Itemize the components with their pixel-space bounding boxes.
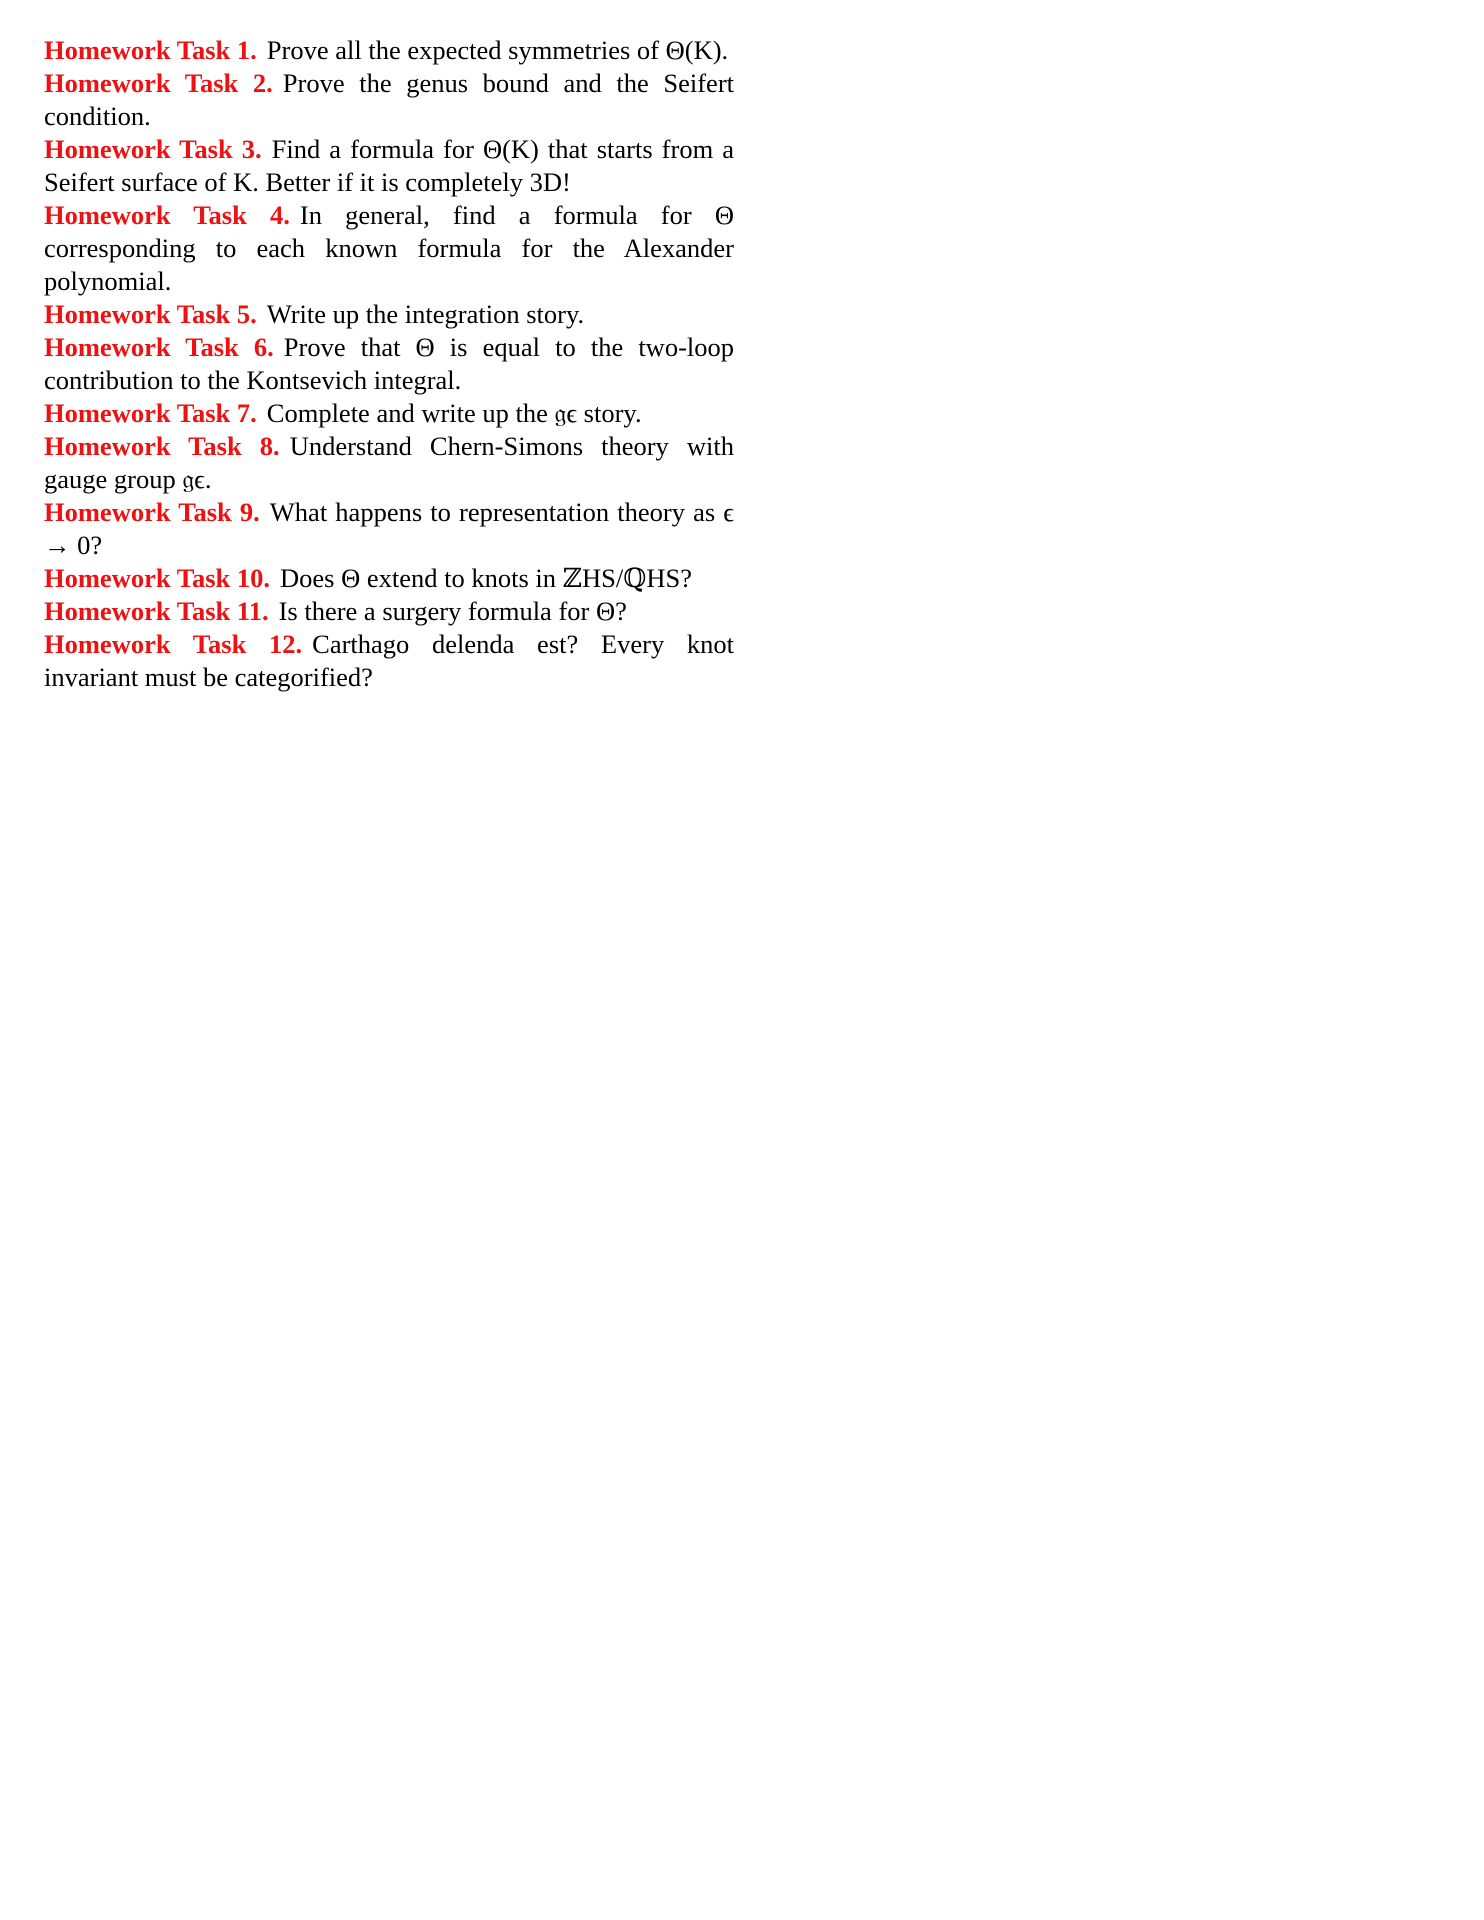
task-text: Does Θ extend to knots in ℤHS/ℚHS? bbox=[280, 563, 692, 593]
homework-task-10 bbox=[44, 562, 734, 595]
homework-task-11 bbox=[44, 595, 734, 628]
task-text: Is there a surgery formula for Θ? bbox=[278, 596, 627, 626]
task-text: What happens to representation theory as ϵ → 0? bbox=[44, 497, 735, 560]
task-label: Homework Task 1. bbox=[44, 35, 257, 65]
task-text: Complete and write up the 𝔤ϵ story. bbox=[266, 398, 642, 428]
task-label: Homework Task 8. bbox=[44, 431, 280, 461]
task-label: Homework Task 6. bbox=[44, 332, 274, 362]
homework-task-8 bbox=[44, 430, 734, 496]
task-text: Carthago delenda est? Every knot invariant must be categorified? bbox=[44, 629, 735, 692]
task-label: Homework Task 9. bbox=[44, 497, 260, 527]
task-label: Homework Task 5. bbox=[44, 299, 257, 329]
homework-task-5 bbox=[44, 298, 734, 331]
task-label: Homework Task 2. bbox=[44, 68, 273, 98]
homework-task-6 bbox=[44, 331, 734, 397]
task-label: Homework Task 10. bbox=[44, 563, 271, 593]
homework-task-1 bbox=[44, 34, 734, 67]
task-text: In general, find a formula for Θ corresponding to each known formula for the Alexander polynomial. bbox=[44, 200, 735, 296]
task-text: Write up the integration story. bbox=[266, 299, 585, 329]
task-text: Find a formula for Θ(K) that starts from a Seifert surface of K. Better if it is completely 3D! bbox=[44, 134, 734, 197]
homework-task-4 bbox=[44, 199, 734, 298]
homework-task-7 bbox=[44, 397, 734, 430]
task-label: Homework Task 11. bbox=[44, 596, 269, 626]
task-text: Understand Chern-Simons theory with gauge group 𝔤ϵ. bbox=[44, 431, 734, 494]
task-text: Prove that Θ is equal to the two-loop contribution to the Kontsevich integral. bbox=[44, 332, 735, 395]
task-text: Prove all the expected symmetries of Θ(K). bbox=[266, 35, 729, 65]
homework-task-12 bbox=[44, 628, 734, 694]
homework-task-9 bbox=[44, 496, 734, 562]
homework-task-2 bbox=[44, 67, 734, 133]
task-label: Homework Task 12. bbox=[44, 629, 303, 659]
homework-task-list bbox=[44, 34, 734, 694]
task-text: Prove the genus bound and the Seifert condition. bbox=[44, 68, 735, 131]
task-label: Homework Task 4. bbox=[44, 200, 290, 230]
homework-task-3 bbox=[44, 133, 734, 199]
task-label: Homework Task 3. bbox=[44, 134, 262, 164]
task-label: Homework Task 7. bbox=[44, 398, 257, 428]
